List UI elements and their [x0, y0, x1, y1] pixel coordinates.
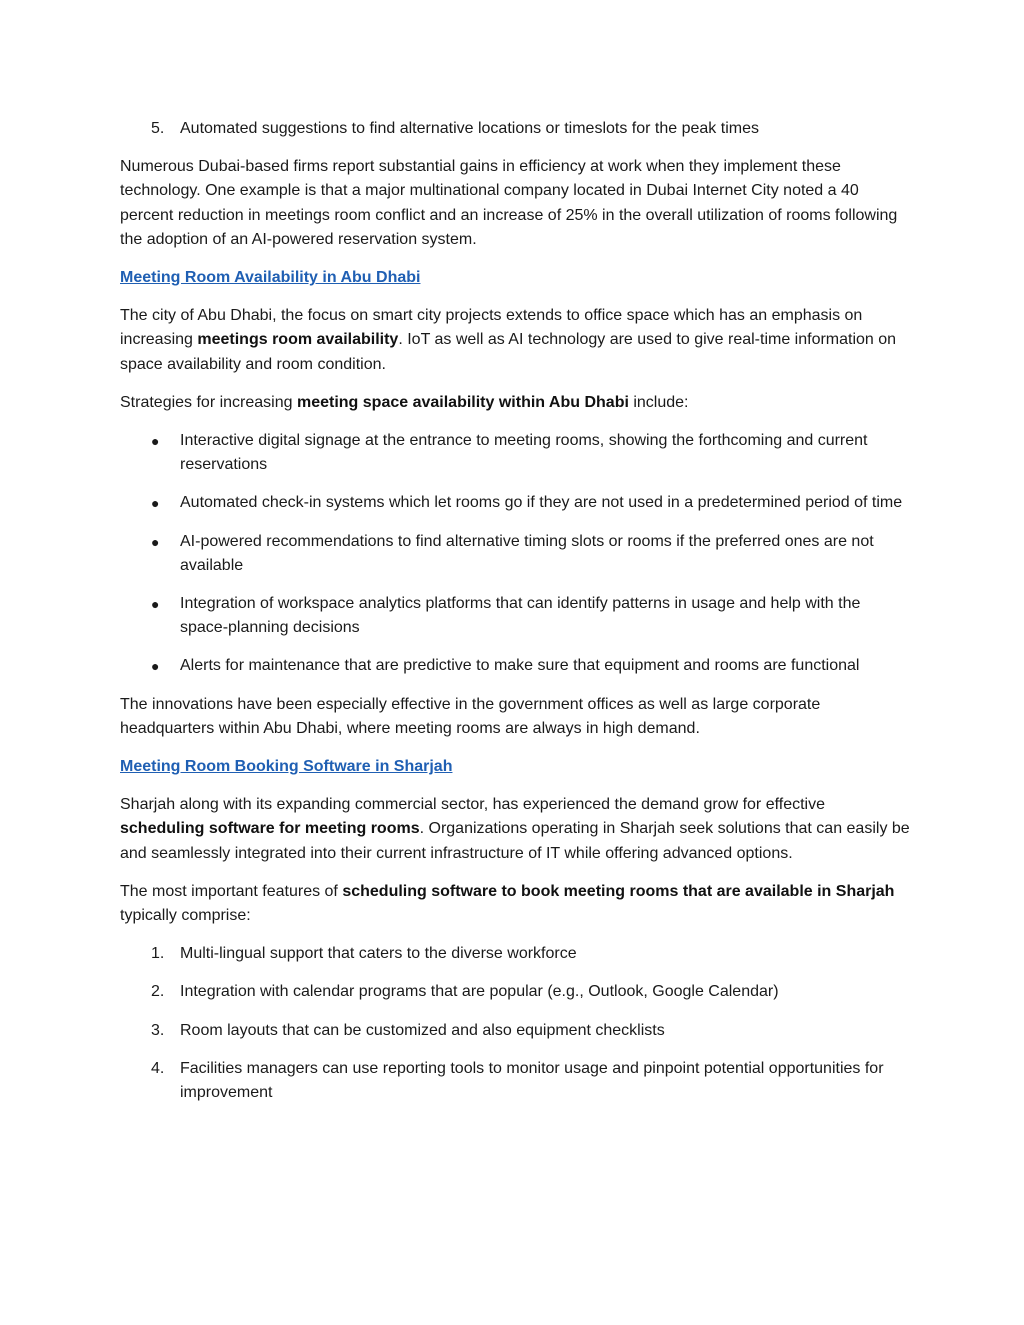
list-item [120, 117, 910, 141]
list-item-text: Facilities managers can use reporting tools to monitor usage and pinpoint potential opportunities for improvement [180, 1059, 884, 1102]
bullet-icon: ● [151, 533, 160, 550]
list-item-text: Room layouts that can be customized and also equipment checklists [180, 1021, 665, 1039]
text-run: include: [628, 393, 689, 411]
list-item [120, 942, 910, 966]
paragraph-strategies-intro [120, 391, 910, 415]
paragraph-dubai-efficiency: Numerous Dubai-based firms report substantial gains in efficiency at work when they implement these technology. One example is that a major multinational company located in Dubai Internet City noted a 40 percent reduction in meetings room conflict and an increase of 25% in the overall utilization of rooms following the adoption of an AI-powered reservation system. [120, 158, 898, 248]
bullet-text: Automated check-in systems which let rooms go if they are not used in a predetermined period of time [180, 494, 903, 512]
bullet-text: Alerts for maintenance that are predictive to make sure that equipment and rooms are functional [180, 657, 860, 675]
heading-link-abu-dhabi[interactable]: Meeting Room Availability in Abu Dhabi [120, 269, 421, 287]
text-run: The most important features of [120, 882, 343, 900]
list-number: 2. [151, 983, 165, 1001]
list-item-text: Automated suggestions to find alternative locations or timeslots for the peak times [180, 120, 759, 137]
heading-link-sharjah[interactable]: Meeting Room Booking Software in Sharjah [120, 758, 453, 776]
bullet-text: Interactive digital signage at the entrance to meeting rooms, showing the forthcoming and current reservations [180, 432, 868, 474]
bullet-text: Integration of workspace analytics platforms that can identify patterns in usage and help with the space-planning decisions [180, 595, 861, 637]
list-item [120, 980, 910, 1004]
bullet-icon: ● [151, 596, 160, 613]
section-heading-sharjah [120, 755, 910, 779]
paragraph-innovations: The innovations have been especially effective in the government offices as well as large corporate headquarters within Abu Dhabi, where meeting rooms are always in high demand. [120, 695, 821, 737]
list-number: 3. [151, 1021, 165, 1039]
paragraph-abu-dhabi-intro [120, 304, 910, 377]
text-run: . IoT as well as AI technology are used to give real-time information on space availability and room condition. [120, 331, 897, 373]
bold-keyword: scheduling software for meeting rooms [120, 820, 420, 838]
document-page [120, 117, 910, 1119]
list-item [120, 1057, 910, 1105]
list-number: 1. [151, 945, 165, 963]
list-item-text: Multi-lingual support that caters to the diverse workforce [180, 945, 577, 963]
paragraph-sharjah-intro [120, 793, 910, 866]
text-run: The city of Abu Dhabi, the focus on smart city projects extends to office space which has an emphasis on increasing [120, 307, 863, 349]
list-item [120, 1019, 910, 1043]
bullet-item [120, 530, 910, 578]
bold-keyword: meetings room availability [197, 331, 399, 349]
list-number: 5. [151, 120, 165, 137]
bullet-text: AI-powered recommendations to find alternative timing slots or rooms if the preferred ones are not available [180, 532, 874, 574]
bullet-item [120, 429, 910, 477]
bold-keyword: scheduling software to book meeting rooms that are available in Sharjah [342, 882, 895, 900]
text-run: Sharjah along with its expanding commercial sector, has experienced the demand grow for effective [120, 796, 825, 814]
bold-keyword: meeting space availability within Abu Dhabi [296, 393, 629, 411]
bullet-icon: ● [151, 658, 160, 675]
bullet-icon: ● [151, 433, 160, 450]
paragraph-features-intro [120, 880, 910, 928]
list-number: 4. [151, 1059, 165, 1077]
list-item-text: Integration with calendar programs that are popular (e.g., Outlook, Google Calendar) [180, 983, 779, 1001]
text-run: typically comprise: [120, 907, 251, 925]
text-run: . Organizations operating in Sharjah seek solutions that can easily be and seamlessly integrated into their current infrastructure of IT while offering advanced options. [120, 820, 910, 862]
bullet-item [120, 491, 910, 515]
bullet-icon: ● [151, 495, 160, 512]
section-heading-abu-dhabi [120, 266, 910, 290]
bullet-item [120, 592, 910, 640]
bullet-item [120, 654, 910, 678]
text-run: Strategies for increasing [120, 393, 297, 411]
